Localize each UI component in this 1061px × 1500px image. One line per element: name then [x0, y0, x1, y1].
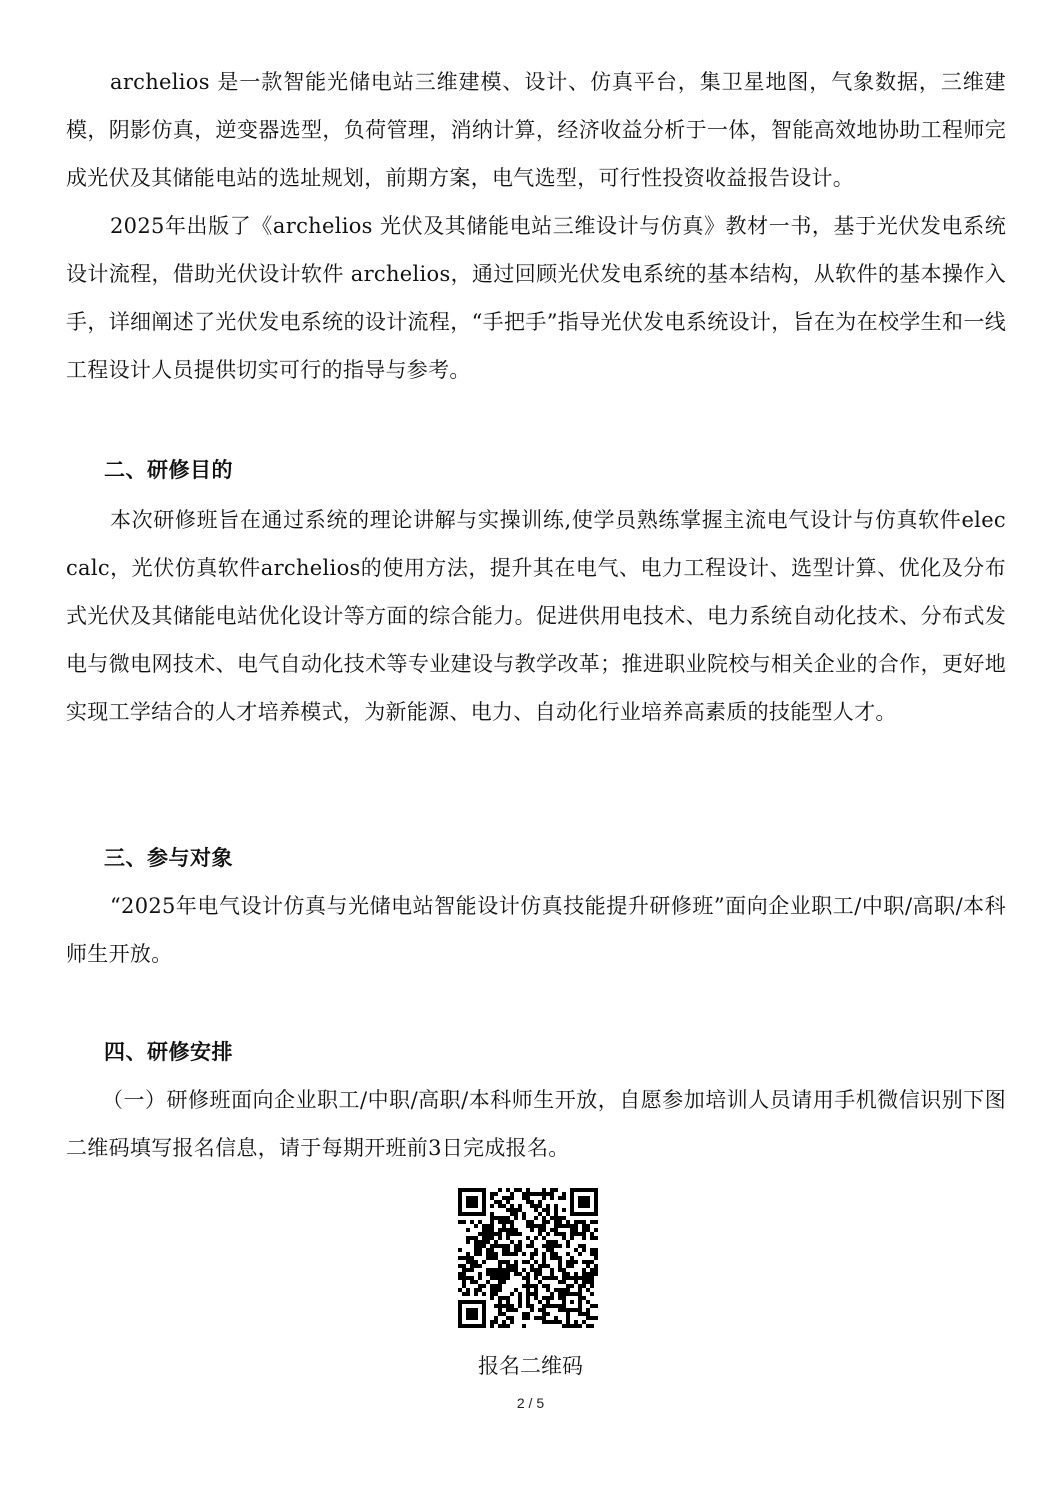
qr-caption: 报名二维码: [478, 1354, 583, 1378]
section-heading-purpose: 二、研修目的: [104, 457, 233, 482]
page-number: 2 / 5: [516, 1395, 545, 1411]
arrangement-paragraph: （一）研修班面向企业职工/中职/高职/本科师生开放，自愿参加培训人员请用手机微信识别下图二维码填写报名信息，请于每期开班前3日完成报名。: [66, 1088, 1006, 1160]
participants-paragraph: “2025年电气设计仿真与光储电站智能设计仿真技能提升研修班”面向企业职工/中职/高职/本科师生开放。: [66, 894, 1006, 966]
intro-paragraph-archelios: archelios 是一款智能光储电站三维建模、设计、仿真平台，集卫星地图，气象数据，三维建模，阴影仿真，逆变器选型，负荷管理，消纳计算，经济收益分析于一体，智能高效地协助工程师完成光伏及其储能电站的选址规划，前期方案，电气选型，可行性投资收益报告设计。: [66, 70, 1006, 190]
intro-paragraph-textbook: 2025年出版了《archelios 光伏及其储能电站三维设计与仿真》教材一书，基于光伏发电系统设计流程，借助光伏设计软件 archelios，通过回顾光伏发电系统的基本结构，从软件的基本操作入手，详细阐述了光伏发电系统的设计流程，“手把手”指导光伏发电系统设计，旨在为在校学生和一线工程设计人员提供切实可行的指导与参考。: [66, 214, 1006, 382]
section-heading-arrangement: 四、研修安排: [104, 1039, 233, 1064]
section-heading-participants: 三、参与对象: [104, 845, 233, 870]
registration-qr-code[interactable]: [458, 1188, 598, 1328]
qr-code-icon: [458, 1188, 598, 1328]
purpose-paragraph: 本次研修班旨在通过系统的理论讲解与实操训练,使学员熟练掌握主流电气设计与仿真软件elec calc，光伏仿真软件archelios的使用方法，提升其在电气、电力工程设计、选型计算、优化及分布式光伏及其储能电站优化设计等方面的综合能力。促进供用电技术、电力系统自动化技术、分布式发电与微电网技术、电气自动化技术等专业建设与教学改革；推进职业院校与相关企业的合作，更好地实现工学结合的人才培养模式，为新能源、电力、自动化行业培养高素质的技能型人才。: [66, 508, 1006, 724]
